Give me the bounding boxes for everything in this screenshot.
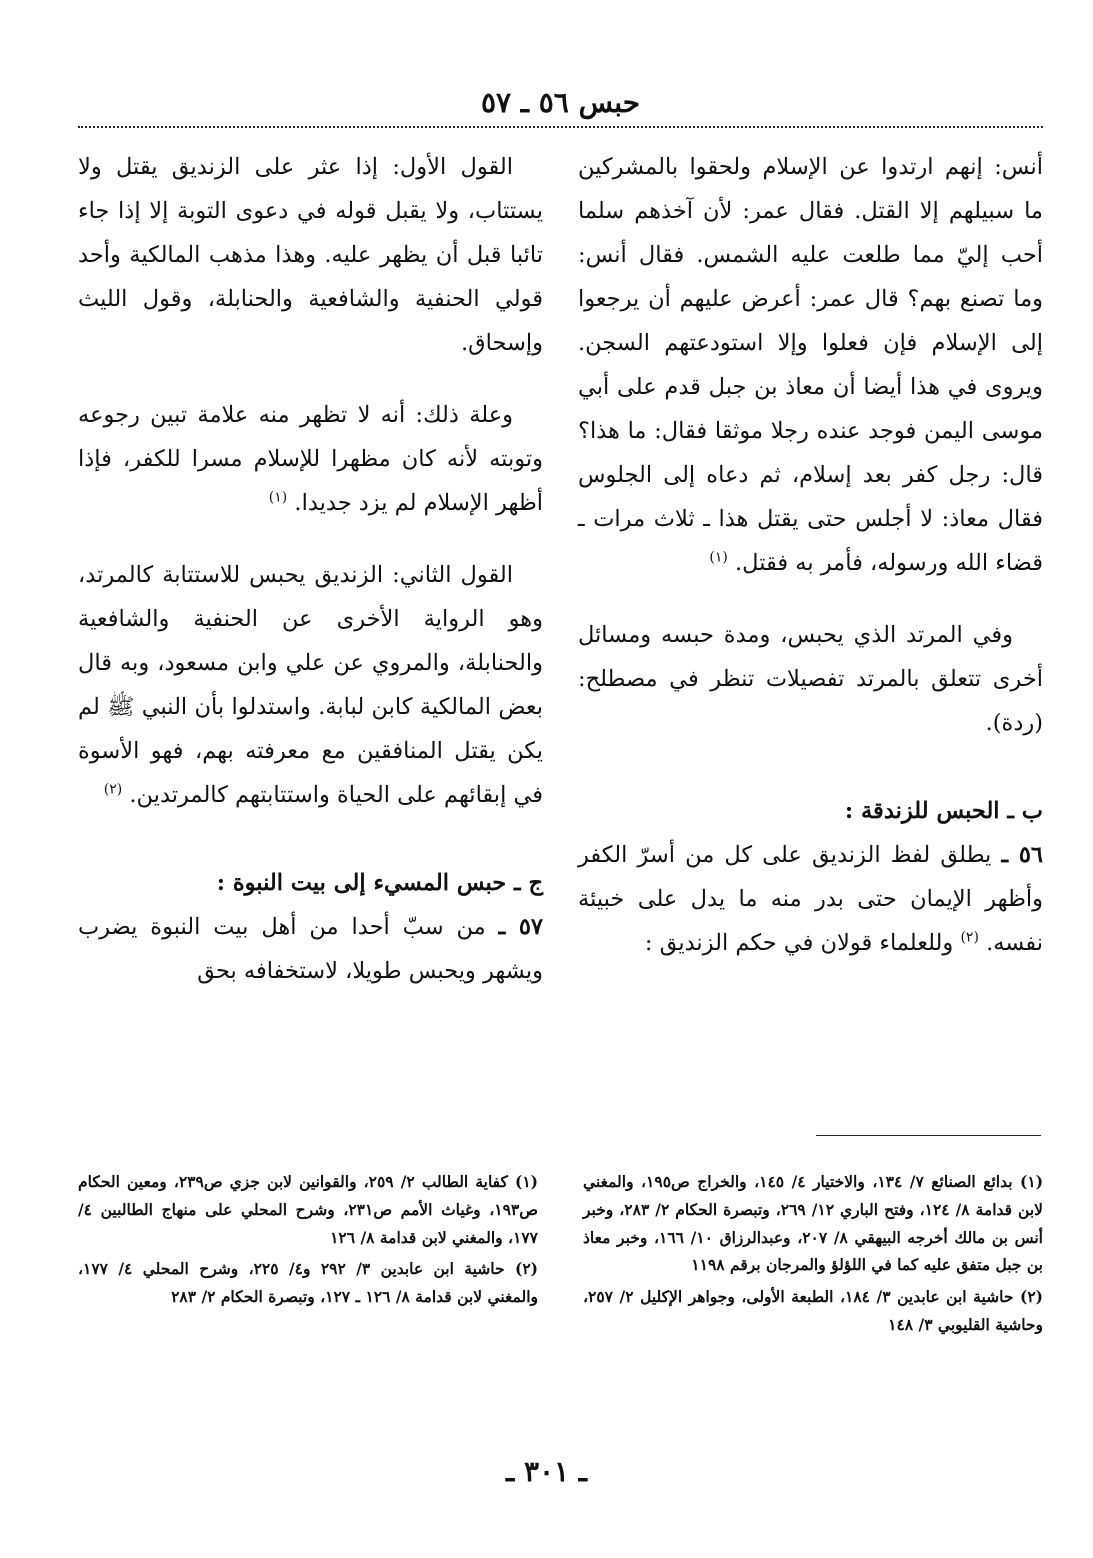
section-heading-c: ج ـ حبس المسيء إلى بيت النبوة : bbox=[216, 870, 543, 896]
footnote: (٢) حاشية ابن عابدين ٣/ ١٨٤، الطبعة الأولى، وجواهر الإكليل ٢/ ٢٥٧، وحاشية القليوبي ٣/ ١٤٨ bbox=[583, 1287, 1043, 1334]
page-number: ـ ٣٠١ ـ bbox=[505, 1455, 588, 1488]
footnote: (٢) حاشية ابن عابدين ٣/ ٢٩٢ و٤/ ٢٢٥، وشرح المحلي ٤/ ١٧٧، والمغني لابن قدامة ٨/ ١٢٦ ـ ١٢٧، وتبصرة الحكام ٢/ ٢٨٣ bbox=[78, 1259, 538, 1307]
footnotes-right bbox=[583, 1168, 1043, 1343]
paragraph: القول الأول: إذا عثر على الزنديق يقتل ولا يستتاب، ولا يقبل قوله في دعوى التوبة إلا إذا جاء تائبا قبل أن يظهر عليه. وهذا مذهب المالكية وأحد قولي الحنفية والشافعية والحنابلة، وقول الليث وإسحاق. bbox=[78, 154, 543, 356]
footnote-ref: (٢) bbox=[103, 781, 123, 798]
paragraph: القول الثاني: الزنديق يحبس للاستتابة كالمرتد، وهو الرواية الأخرى عن الحنفية والشافعية والحنابلة، والمروي عن علي وابن مسعود، وبه قال بعض المالكية كابن لبابة. واستدلوا بأن النبي ﷺ لم يكن يقتل المنافقين مع معرفته بهم، فهو الأسوة في إبقائهم على الحياة واستتابتهم كالمرتدين. $^{(٢)}$ bbox=[78, 562, 543, 808]
footnote-ref: (١) bbox=[268, 489, 288, 506]
left-column bbox=[78, 145, 543, 993]
paragraph: أنس: إنهم ارتدوا عن الإسلام ولحقوا بالمشركين ما سبيلهم إلا القتل. فقال عمر: لأن آخذهم سلما أحب إليّ مما طلعت عليه الشمس. فقال أنس: وما تصنع بهم؟ قال عمر: أعرض عليهم أن يرجعوا إلى الإسلام فإن فعلوا وإلا استودعتهم السجن. ويروى في هذا أيضا أن معاذ بن جبل قدم على أبي موسى اليمن فوجد عنده رجلا موثقا فقال: ما هذا؟ قال: رجل كفر بعد إسلام، ثم دعاه إلى الجلوس فقال معاذ: لا أجلس حتى يقتل هذا ـ ثلاث مرات ـ قضاء الله ورسوله، فأمر به فقتل. $^{(١)}$ bbox=[578, 154, 1043, 576]
paragraph: وفي المرتد الذي يحبس، ومدة حبسه ومسائل أخرى تتعلق بالمرتد تفصيلات تنظر في مصطلح: (ردة). bbox=[578, 622, 1043, 736]
header-title: حبس ٥٦ ـ ٥٧ bbox=[480, 86, 641, 119]
section-heading-b: ب ـ الحبس للزندقة : bbox=[844, 798, 1043, 824]
right-column bbox=[578, 145, 1043, 965]
running-header bbox=[78, 82, 1043, 128]
footnote: (١) كفاية الطالب ٢/ ٢٥٩، والقوانين لابن جزي ص٢٣٩، ومعين الحكام ص١٩٣، وغياث الأمم ص٢٣١، وشرح المحلي على منهاج الطالبين ٤/ ١٧٧، والمغني لابن قدامة ٨/ ١٢٦ bbox=[78, 1172, 539, 1247]
paragraph-number: ٥٧ ـ bbox=[498, 914, 543, 940]
footnote: (١) بدائع الصنائع ٧/ ١٣٤، والاختيار ٤/ ١٤٥، والخراج ص١٩٥، والمغني لابن قدامة ٨/ ١٢٤، وفتح الباري ١٢/ ٢٦٩، وتبصرة الحكام ٢/ ٢٨٣، وخبر أنس بن مالك أخرجه البيهقي ٨/ ٢٠٧، وعبدالرزاق ١٠/ ١٦٦، وخبر معاذ بن جبل متفق عليه كما في اللؤلؤ والمرجان برقم ١١٩٨ bbox=[583, 1172, 1044, 1275]
paragraph-number: ٥٦ ـ bbox=[1001, 842, 1043, 868]
paragraph-56: ٥٦ ـ يطلق لفظ الزنديق على كل من أسرّ الكفر وأظهر الإيمان حتى بدر منه ما يدل على خبيئة نفسه. $^{(٢)}$ وللعلماء قولان في حكم الزنديق : bbox=[578, 842, 1043, 956]
footnote-ref: (٢) bbox=[960, 929, 979, 946]
footnote-ref: (١) bbox=[709, 549, 728, 566]
paragraph-57: ٥٧ ـ من سبّ أحدا من أهل بيت النبوة يضرب ويشهر ويحبس طويلا، لاستخفافه بحق bbox=[78, 914, 543, 984]
paragraph: وعلة ذلك: أنه لا تظهر منه علامة تبين رجوعه وتوبته لأنه كان مظهرا للإسلام مسرا للكفر، فإذا أظهر الإسلام لم يزد جديدا. $^{(١)}$ bbox=[78, 402, 543, 516]
footnote-divider bbox=[816, 1135, 1041, 1136]
footnotes-left bbox=[78, 1168, 538, 1315]
